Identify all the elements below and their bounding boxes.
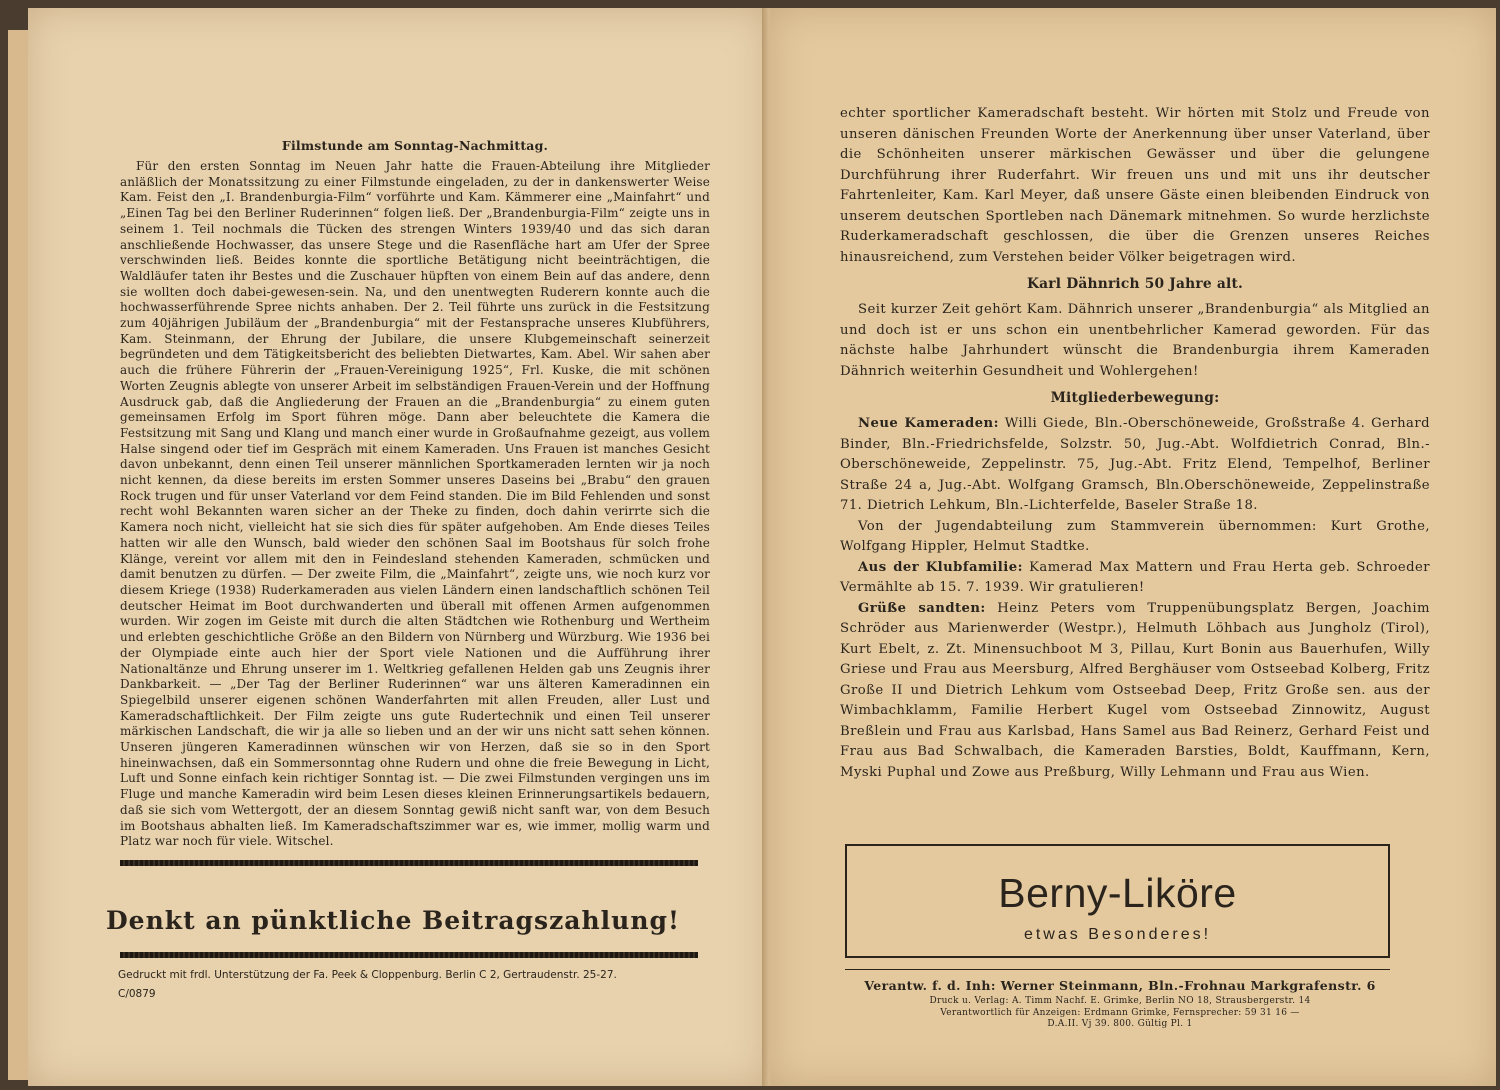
film-article-text: Für den ersten Sonntag im Neuen Jahr hatte die Frauen-Abteilung ihre Mitglieder anläßlich der Monatssitzung zu einer Filmstunde eingeladen, zu der in dankenswerter Weise Kam. Feist den „I. Brandenburgia-Film“ vorführte und Kam. Kämmerer eine „Mainfahrt“ und „Einen Tag bei den Berliner Ruderinnen“ folgen ließ. Der „Brandenburgia-Film“ zeigte uns in seinem 1. Teil nochmals die Tücken des strengen Winters 1939/40 und das sich daran anschließende Hochwasser, das unsere Stege und die Rasenfläche hart am Ufer der Spree verschwinden ließ. Beides konnte die sportliche Betätigung nicht beeinträchtigen, die Waldläufer taten ihr Bestes und die Zuschauer hüpften von einem Bein auf das andere, denn sie wollten doch dabei-gewesen-sein. Na, und den unentwegten Ruderern konnte auch die hochwasserführende Spree nichts anhaben. Der 2. Teil führte uns zurück in die Festsitzung zum 40jährigen Jubiläum der „Brandenburgia“ mit der Festansprache unseres Klubführers, Kam. Steinmann, der Ehrung der Jubilare, die unsere Klubgemeinschaft seinerzeit begründeten und dem Tätigkeitsbericht des beliebten Dietwartes, Kam. Abel. Wir sahen aber auch die frühere Führerin der „Frauen-Vereinigung 1925“, Frl. Kuske, die mit schönen Worten Zeugnis ablegte von unserer Arbeit im selbständigen Frauen-Verein und der Hoffnung Ausdruck gab, daß die Angliederung der Frauen an die „Brandenburgia“ zu einem guten gemeinsamen Erfolg im Sport führen möge. Dann aber beleuchtete die Kamera die Festsitzung mit Sang und Klang und manch einer wurde in Großaufnahme gezeigt, aus vollem Halse singend oder tief im Gespräch mit einem Kameraden. Uns Frauen ist manches Gesicht davon unbekannt, denn einen Teil unserer männlichen Sportkameraden lernten wir ja noch nicht kennen, da diese bereits im ersten Sommer unseres Daseins bei „Brabu“ den grauen Rock trugen und für unser Vaterland vor dem Feind standen. Die im Bild Fehlenden und sonst recht wohl Bekannten waren sicher an der Theke zu finden, doch dahin verirrte sich die Kamera noch nicht, vielleicht hat sie sich dies für später aufgehoben. Am Ende dieses Teiles hatten wir alle den Wunsch, bald wieder den schönen Saal im Bootshaus für solch frohe Klänge, vereint vor allem mit den in Feindesland stehenden Kameraden, schmücken und damit benutzen zu dürfen. — Der zweite Film, die „Mainfahrt“, zeigte uns, wie noch kurz vor diesem Kriege (1938) Ruderkameraden aus vielen Ländern einen landschaftlich schönen Teil deutscher Heimat im Boot durchwanderten und überall mit offenen Armen aufgenommen wurden. Wir zogen im Geiste mit durch die alten Städtchen wie Rothenburg und Wertheim und erlebten geschichtliche Größe an den Bildern von Nürnberg und Würzburg. Wie 1936 bei der Olympiade einte auch hier der Sport viele Nationen und die Aufführung ihrer Nationaltänze und Ehrung unserer im 1. Weltkrieg gefallenen Helden gab uns Zeugnis ihrer Dankbarkeit. — „Der Tag der Berliner Ruderinnen“ war uns älteren Kameradinnen ein Spiegelbild unserer eigenen schönen Wanderfahrten mit allen Freuden, aller Lust und Kameradschaftlichkeit. Der Film zeigte uns gute Rudertechnik und einen Teil unserer märkischen Landschaft, die wir ja alle so lieben und an der wir uns nicht satt sehen können. Unseren jüngeren Kameradinnen wünschen wir von Herzen, daß sie so in den Sport hineinwachsen, daß ein Sommersonntag ohne Rudern und ohne die freie Bewegung in Licht, Luft und Sonne einfach kein richtiger Sonntag ist. — Die zwei Filmstunden vergingen uns im Fluge und manche Kameradin wird beim Lesen dieses kleinen Erinnerungsartikels bedauern, daß sie sich vom Wettergott, der an diesem Sonntag gewiß nicht sanft war, von dem Besuch im Bootshaus abhalten ließ. Im Kameradschaftszimmer war es, wie immer, mollig warm und Platz war noch für viele. Witschel. — [120, 159, 710, 849]
right-column — [840, 104, 1430, 783]
greetings-label: Grüße sandten: — [858, 600, 986, 616]
imprint-rule — [845, 969, 1390, 970]
birthday-heading: Karl Dähnrich 50 Jahre alt. — [1026, 276, 1244, 292]
publisher-line: Druck u. Verlag: A. Timm Nachf. E. Grimke, Berlin NO 18, Strausbergerstr. 14 — [929, 996, 1311, 1006]
left-page — [28, 8, 768, 1086]
new-members-text: Willi Giede, Bln.-Oberschöneweide, Großstraße 4. Gerhard Binder, Bln.-Friedrichsfelde, Solzstr. 50, Jug.-Abt. Wolfdietrich Conrad, Bln.-Oberschöneweide, Zeppelinstr. 75, Jug.-Abt. Fritz Elend, Tempelhof, Berliner Straße 24 a, Jug.-Abt. Wolfgang Gramsch, Bln.Oberschöneweide, Zeppelinstraße 71. Dietrich Lehkum, Bln.-Lichterfelde, Baseler Straße 18. — [840, 416, 1430, 513]
club-family-text: Kamerad Max Mattern und Frau Herta geb. Schroeder Vermählte ab 15. 7. 1939. Wir gratulieren! — [840, 559, 1430, 595]
bottom-decorative-rule — [120, 952, 698, 958]
top-decorative-rule — [120, 860, 698, 866]
youth-transfer-text: Von der Jugendabteilung zum Stammverein übernommen: Kurt Grothe, Wolfgang Hippler, Helmut Stadtke. — [840, 518, 1430, 554]
danish-visit-text: echter sportlicher Kameradschaft besteht. Wir hörten mit Stolz und Freude von unseren dänischen Freunden Worte der Anerkennung über unser Vaterland, über die Schönheiten unserer märkischen Gewässer und über die gelungene Durchführung ihrer Ruderfahrt. Wir freuen uns und mit uns ihr deutscher Fahrtenleiter, Kam. Karl Meyer, daß unsere Gäste einen bleibenden Eindruck von unserem deutschen Sportleben nach Dänemark mitnehmen. So wurde herzlichste Ruderkameradschaft geschlossen, die über die Grenzen unseres Reiches hinausreichend, zum Verstehen beider Völker beigetragen wird. — [840, 106, 1430, 265]
club-family-entry — [840, 558, 1430, 599]
ad-subtitle: etwas Besonderes! — [1023, 926, 1212, 943]
greetings-text: Heinz Peters vom Truppenübungsplatz Bergen, Joachim Schröder aus Marienwerder (Westpr.), Helmuth Löhbach aus Jungholz (Tirol), Kurt Ebelt, z. Zt. Minensuchboot M 3, Pillau, Kurt Bonin aus Bauerhufen, Willy Griese und Frau aus Meersburg, Alfred Berghäuser vom Ostseebad Kolberg, Fritz Große II und Dietrich Lehkum vom Ostseebad Deep, Fritz Große sen. aus der Wimbachklamm, Familie Herbert Kugel vom Ostseebad Zinnowitz, August Breßlein und Frau aus Karlsbad, Hans Samel aus Bad Reinerz, Gerhard Feist und Frau aus Bad Schwalbach, die Kameraden Barsties, Boldt, Kauffmann, Kern, Myski Puphal und Zowe aus Preßburg, Willy Lehmann und Frau aus Wien. — [840, 600, 1430, 780]
circulation-line: D.A.II. Vj 39. 800. Gültig Pl. 1 — [1047, 1019, 1193, 1029]
members-heading: Mitgliederbewegung: — [1050, 390, 1220, 406]
right-page — [770, 8, 1496, 1086]
editor-line: Verantw. f. d. Inh: Werner Steinmann, Bln.-Frohnau Markgrafenstr. 6 — [864, 978, 1376, 993]
film-article-heading: Filmstunde am Sonntag-Nachmittag. — [281, 138, 549, 153]
greetings-entry — [840, 599, 1430, 784]
ads-responsible-line: Verantwortlich für Anzeigen: Erdmann Grimke, Fernsprecher: 59 31 16 — — [940, 1007, 1300, 1018]
new-members-label: Neue Kameraden: — [858, 416, 999, 431]
printer-credit: Gedruckt mit frdl. Unterstützung der Fa. Peek & Cloppenburg. Berlin C 2, Gertraudenstr. 25-27. — [118, 969, 617, 981]
club-family-label: Aus der Klubfamilie: — [858, 559, 1023, 575]
payment-slogan: Denkt an pünktliche Beitragszahlung! — [105, 906, 680, 935]
ad-title: Berny-Liköre — [998, 870, 1237, 916]
new-members-entry — [840, 414, 1430, 517]
birthday-text: Seit kurzer Zeit gehört Kam. Dähnrich unserer „Brandenburgia“ als Mitglied an und doch ist er uns schon ein unentbehrlicher Kamerad geworden. Für das nächste halbe Jahrhundert wünscht die Brandenburgia ihrem Kameraden Dähnrich weiterhin Gesundheit und Wohlergehen! — [840, 302, 1430, 379]
right-imprint — [840, 976, 1400, 1031]
print-code: C/0879 — [118, 988, 156, 1000]
advertisement-box — [845, 844, 1390, 958]
left-column — [120, 134, 710, 850]
left-imprint — [118, 966, 688, 1004]
